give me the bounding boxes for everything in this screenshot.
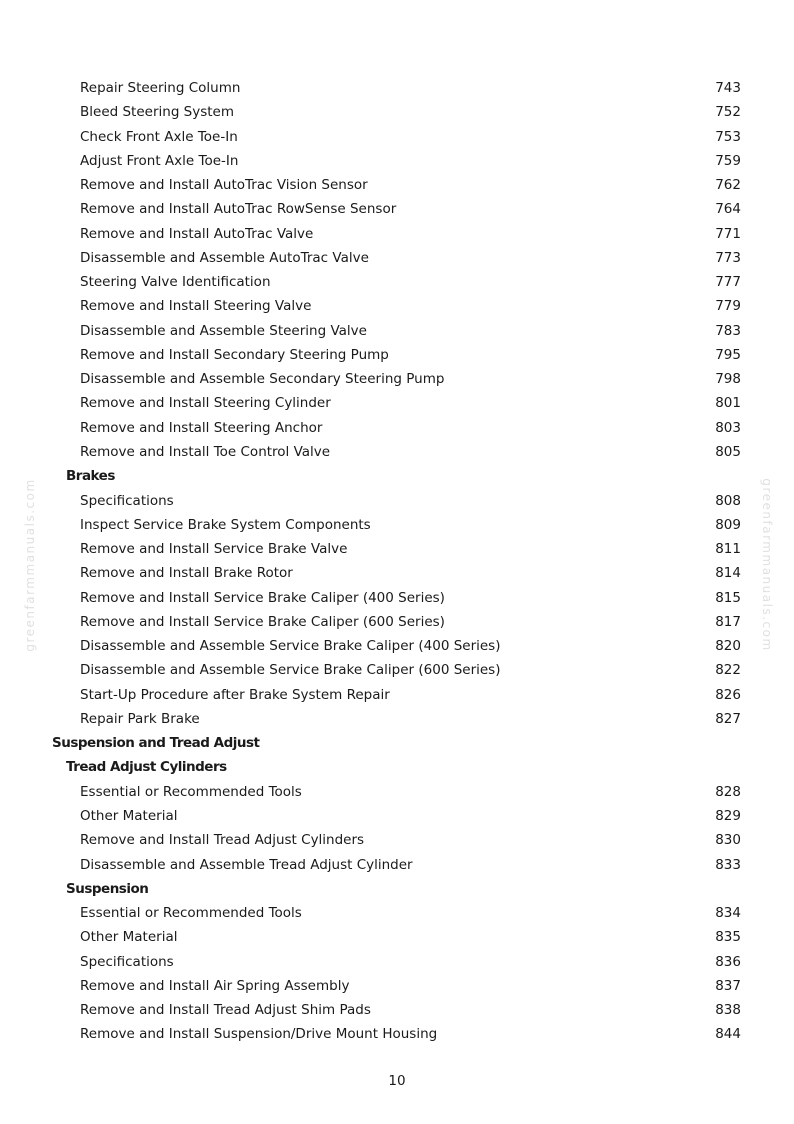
toc-entry-page-number: 808: [715, 492, 741, 509]
toc-entry-page-number: 771: [715, 225, 741, 242]
toc-entry-title: Bleed Steering System: [80, 104, 235, 121]
toc-entry[interactable]: [0, 197, 794, 221]
toc-section-heading[interactable]: [0, 755, 794, 779]
toc-entry[interactable]: [0, 828, 794, 852]
toc-entry-title: Other Material: [80, 929, 178, 946]
toc-entry-page-number: 828: [715, 783, 741, 800]
toc-entry-page-number: 805: [715, 443, 741, 460]
toc-entry[interactable]: [0, 998, 794, 1022]
toc-entry-title: Other Material: [80, 807, 178, 824]
toc-entry[interactable]: [0, 246, 794, 270]
toc-entry-title: Adjust Front Axle Toe-In: [80, 152, 239, 169]
toc-entry-title: Suspension: [66, 880, 149, 897]
toc-entry[interactable]: [0, 513, 794, 537]
toc-entry-page-number: 838: [715, 1002, 741, 1019]
table-of-contents: [0, 76, 794, 1047]
toc-entry-page-number: 762: [715, 177, 741, 194]
toc-section-heading[interactable]: [0, 464, 794, 488]
toc-entry[interactable]: [0, 634, 794, 658]
toc-entry[interactable]: [0, 586, 794, 610]
toc-entry-title: Tread Adjust Cylinders: [66, 759, 227, 776]
toc-entry-page-number: 809: [715, 516, 741, 533]
toc-entry-title: Remove and Install Service Brake Caliper (400 Series): [80, 589, 445, 606]
toc-entry[interactable]: [0, 610, 794, 634]
toc-entry-page-number: 795: [715, 346, 741, 363]
toc-entry-title: Disassemble and Assemble Service Brake Caliper (400 Series): [80, 638, 501, 655]
toc-entry[interactable]: [0, 561, 794, 585]
toc-section-heading[interactable]: [0, 877, 794, 901]
toc-entry-page-number: 773: [715, 249, 741, 266]
toc-entry-page-number: 803: [715, 419, 741, 436]
toc-entry[interactable]: [0, 658, 794, 682]
toc-entry-title: Suspension and Tread Adjust: [52, 735, 260, 752]
toc-entry-page-number: 835: [715, 929, 741, 946]
toc-entry[interactable]: [0, 149, 794, 173]
toc-entry-title: Essential or Recommended Tools: [80, 783, 302, 800]
toc-entry[interactable]: [0, 222, 794, 246]
toc-entry-title: Disassemble and Assemble AutoTrac Valve: [80, 249, 369, 266]
toc-entry-title: Remove and Install Toe Control Valve: [80, 443, 331, 460]
toc-entry-title: Disassemble and Assemble Tread Adjust Cylinder: [80, 856, 413, 873]
toc-entry[interactable]: [0, 391, 794, 415]
watermark-left: greenfarmmanuals.com: [23, 478, 37, 652]
toc-entry[interactable]: [0, 683, 794, 707]
toc-entry-page-number: 815: [715, 589, 741, 606]
toc-entry-page-number: 822: [715, 662, 741, 679]
toc-entry-title: Remove and Install Service Brake Valve: [80, 541, 348, 558]
toc-entry-page-number: 817: [715, 613, 741, 630]
toc-entry[interactable]: [0, 707, 794, 731]
toc-entry-page-number: 801: [715, 395, 741, 412]
toc-entry-page-number: 830: [715, 832, 741, 849]
toc-entry[interactable]: [0, 76, 794, 100]
toc-entry[interactable]: [0, 125, 794, 149]
toc-entry-page-number: 844: [715, 1026, 741, 1043]
toc-entry[interactable]: [0, 853, 794, 877]
toc-entry-page-number: 798: [715, 371, 741, 388]
toc-entry[interactable]: [0, 294, 794, 318]
toc-entry[interactable]: [0, 416, 794, 440]
toc-entry-title: Remove and Install Service Brake Caliper (600 Series): [80, 613, 445, 630]
toc-entry-title: Disassemble and Assemble Service Brake Caliper (600 Series): [80, 662, 501, 679]
toc-entry[interactable]: [0, 804, 794, 828]
toc-entry-page-number: 826: [715, 686, 741, 703]
toc-entry-title: Remove and Install Tread Adjust Cylinders: [80, 832, 365, 849]
toc-entry-title: Remove and Install AutoTrac RowSense Sensor: [80, 201, 397, 218]
toc-entry[interactable]: [0, 901, 794, 925]
toc-entry-page-number: 829: [715, 807, 741, 824]
watermark-right: greenfarmmanuals.com: [760, 478, 774, 652]
toc-entry-page-number: 837: [715, 977, 741, 994]
toc-entry-page-number: 814: [715, 565, 741, 582]
toc-entry[interactable]: [0, 974, 794, 998]
toc-entry[interactable]: [0, 319, 794, 343]
toc-entry-title: Brakes: [66, 468, 115, 485]
toc-entry-page-number: 752: [715, 104, 741, 121]
toc-entry[interactable]: [0, 950, 794, 974]
toc-entry-title: Repair Park Brake: [80, 710, 200, 727]
toc-entry-title: Remove and Install AutoTrac Vision Sensor: [80, 177, 368, 194]
toc-entry-title: Remove and Install Air Spring Assembly: [80, 977, 350, 994]
toc-entry-page-number: 759: [715, 152, 741, 169]
toc-entry[interactable]: [0, 925, 794, 949]
toc-chapter-heading[interactable]: [0, 731, 794, 755]
toc-entry-title: Remove and Install Steering Cylinder: [80, 395, 331, 412]
toc-entry[interactable]: [0, 1022, 794, 1046]
toc-entry-title: Disassemble and Assemble Secondary Steering Pump: [80, 371, 445, 388]
toc-entry[interactable]: [0, 537, 794, 561]
toc-entry[interactable]: [0, 173, 794, 197]
toc-entry-title: Specifications: [80, 953, 174, 970]
toc-entry[interactable]: [0, 270, 794, 294]
toc-entry-title: Steering Valve Identification: [80, 274, 271, 291]
toc-entry-page-number: 836: [715, 953, 741, 970]
toc-entry-page-number: 827: [715, 710, 741, 727]
toc-entry-title: Remove and Install Secondary Steering Pump: [80, 346, 389, 363]
toc-entry-title: Disassemble and Assemble Steering Valve: [80, 322, 367, 339]
toc-entry-title: Remove and Install Steering Valve: [80, 298, 312, 315]
toc-entry[interactable]: [0, 343, 794, 367]
toc-entry-title: Remove and Install Tread Adjust Shim Pads: [80, 1002, 371, 1019]
toc-entry-page-number: 743: [715, 80, 741, 96]
toc-entry[interactable]: [0, 440, 794, 464]
toc-entry[interactable]: [0, 100, 794, 124]
toc-entry-title: Start-Up Procedure after Brake System Repair: [80, 686, 390, 703]
toc-entry-title: Inspect Service Brake System Components: [80, 516, 371, 533]
toc-entry-title: Remove and Install Suspension/Drive Mount Housing: [80, 1026, 438, 1043]
page-number: 10: [388, 1073, 406, 1089]
toc-entry[interactable]: [0, 489, 794, 513]
toc-entry-title: Check Front Axle Toe-In: [80, 128, 238, 145]
toc-entry-page-number: 834: [715, 905, 741, 922]
toc-entry-title: Essential or Recommended Tools: [80, 905, 302, 922]
toc-entry-page-number: 753: [715, 128, 741, 145]
toc-entry-page-number: 811: [715, 541, 741, 558]
toc-entry-page-number: 833: [715, 856, 741, 873]
toc-entry-page-number: 764: [715, 201, 741, 218]
toc-entry-title: Repair Steering Column: [80, 80, 241, 96]
toc-entry-page-number: 783: [715, 322, 741, 339]
toc-entry[interactable]: [0, 780, 794, 804]
toc-entry-title: Remove and Install Steering Anchor: [80, 419, 323, 436]
toc-entry-title: Remove and Install AutoTrac Valve: [80, 225, 314, 242]
toc-entry-page-number: 777: [715, 274, 741, 291]
toc-entry-page-number: 820: [715, 638, 741, 655]
toc-entry-page-number: 779: [715, 298, 741, 315]
toc-entry-title: Remove and Install Brake Rotor: [80, 565, 293, 582]
toc-entry[interactable]: [0, 367, 794, 391]
toc-entry-title: Specifications: [80, 492, 174, 509]
